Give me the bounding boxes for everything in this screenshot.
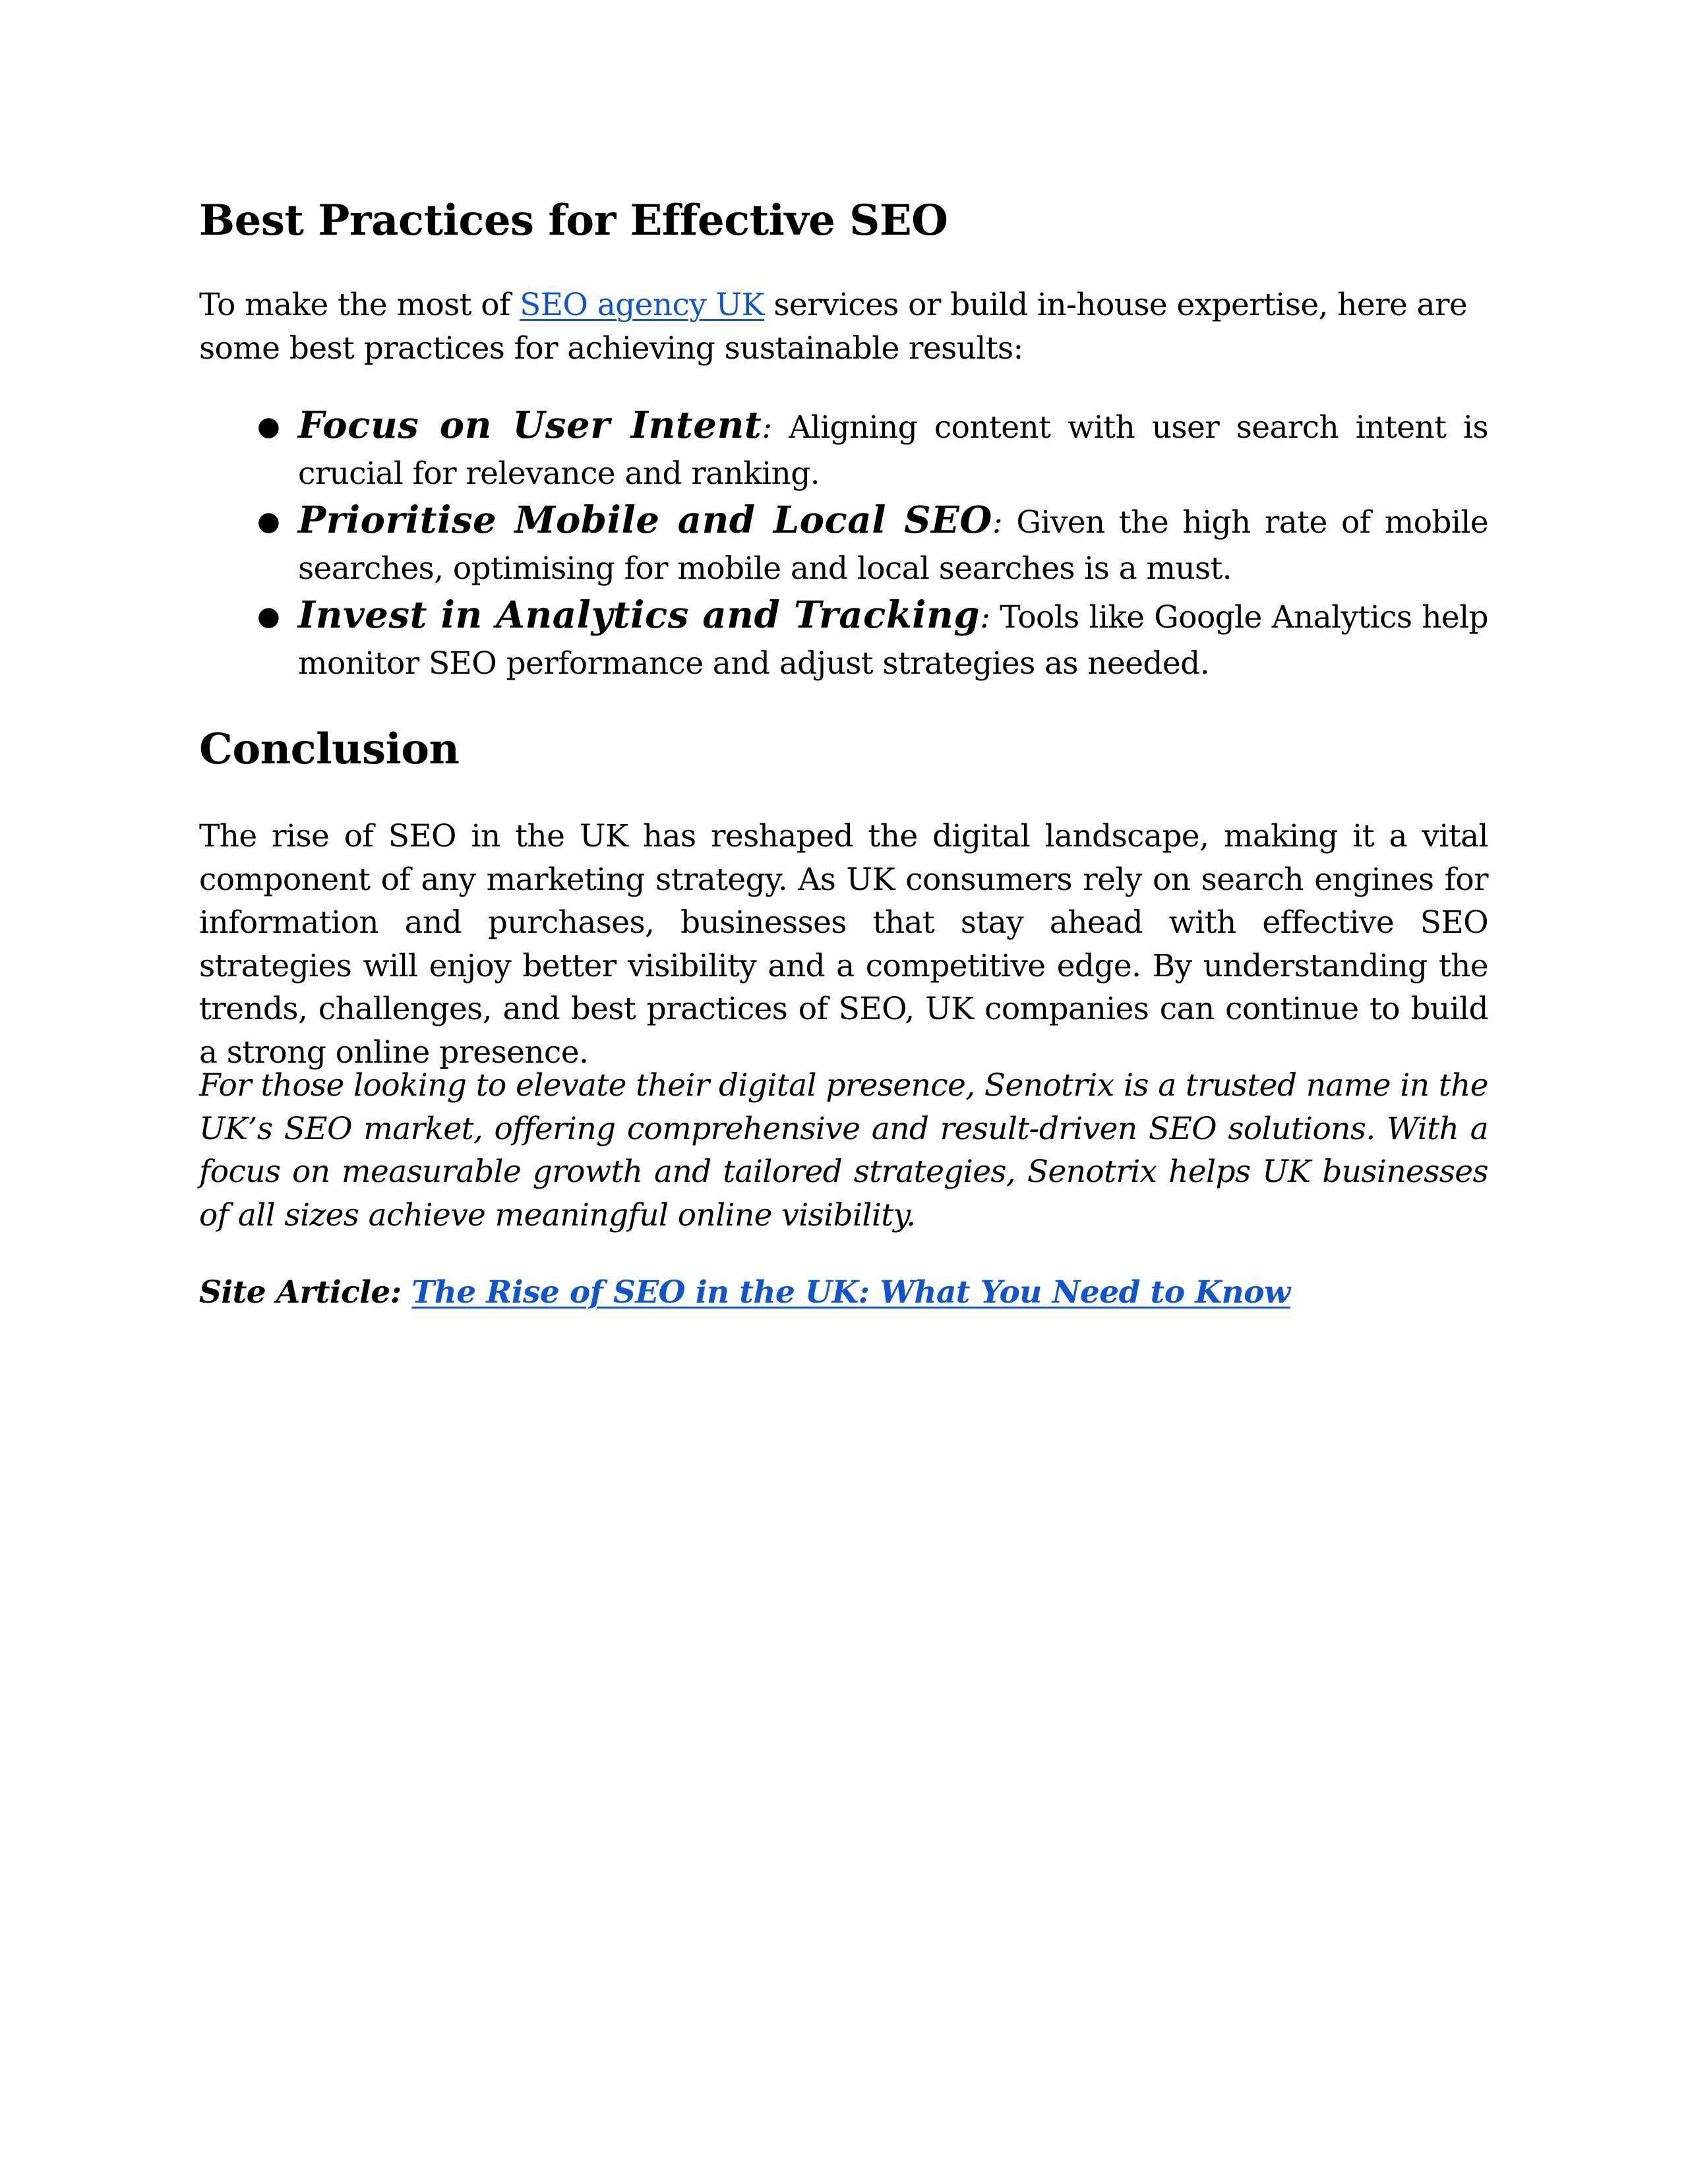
- promo-paragraph: For those looking to elevate their digital presence, Senotrix is a trusted name in the UK’s SEO market, offering comprehensive and result-driven SEO solutions. With a focus on measurable growth and tailored strategies, Senotrix helps UK businesses of all sizes achieve meaningful online visibility.: [199, 1067, 1488, 1233]
- intro-text-after: services or build in-house expertise, here are some best practices for achieving sustainable results:: [199, 287, 1468, 367]
- list-item-label: Focus on User Intent: [298, 403, 762, 447]
- site-article-link[interactable]: The Rise of SEO in the UK: What You Need to Know: [411, 1274, 1290, 1311]
- best-practices-list: [257, 402, 1488, 687]
- list-item-label: Invest in Analytics and Tracking: [298, 593, 980, 637]
- intro-text-before: To make the most of: [199, 287, 520, 323]
- list-item: [257, 402, 1488, 497]
- conclusion-paragraph: The rise of SEO in the UK has reshaped the digital landscape, making it a vital component of any marketing strategy. As UK consumers rely on search engines for information and purchases, businesses that stay ahead with effective SEO strategies will enjoy better visibility and a competitive edge. By understanding the trends, challenges, and best practices of SEO, UK companies can continue to build a strong online presence.: [199, 818, 1488, 1071]
- bullet-icon: ●: [257, 506, 280, 537]
- bullet-icon: ●: [257, 411, 280, 442]
- list-item-text: Tools like Google Analytics help monitor SEO performance and adjust strategies as needed.: [298, 599, 1488, 682]
- seo-agency-uk-link[interactable]: SEO agency UK: [520, 287, 765, 323]
- heading-best-practices: Best Practices for Effective SEO: [199, 196, 948, 245]
- list-item: [257, 497, 1488, 592]
- list-item-text: Given the high rate of mobile searches, optimising for mobile and local searches is a must.: [298, 504, 1488, 587]
- list-item-colon: :: [992, 504, 1003, 541]
- heading-conclusion: Conclusion: [199, 724, 460, 774]
- list-item: [257, 592, 1488, 687]
- intro-paragraph: [199, 283, 1488, 370]
- list-item-colon: :: [762, 409, 772, 446]
- bullet-icon: ●: [257, 601, 280, 632]
- site-article-line: [199, 1271, 1488, 1314]
- site-article-label: Site Article:: [199, 1274, 412, 1311]
- list-item-colon: :: [980, 599, 990, 635]
- list-item-label: Prioritise Mobile and Local SEO: [298, 498, 992, 542]
- list-item-text: Aligning content with user search intent is crucial for relevance and ranking.: [298, 409, 1488, 492]
